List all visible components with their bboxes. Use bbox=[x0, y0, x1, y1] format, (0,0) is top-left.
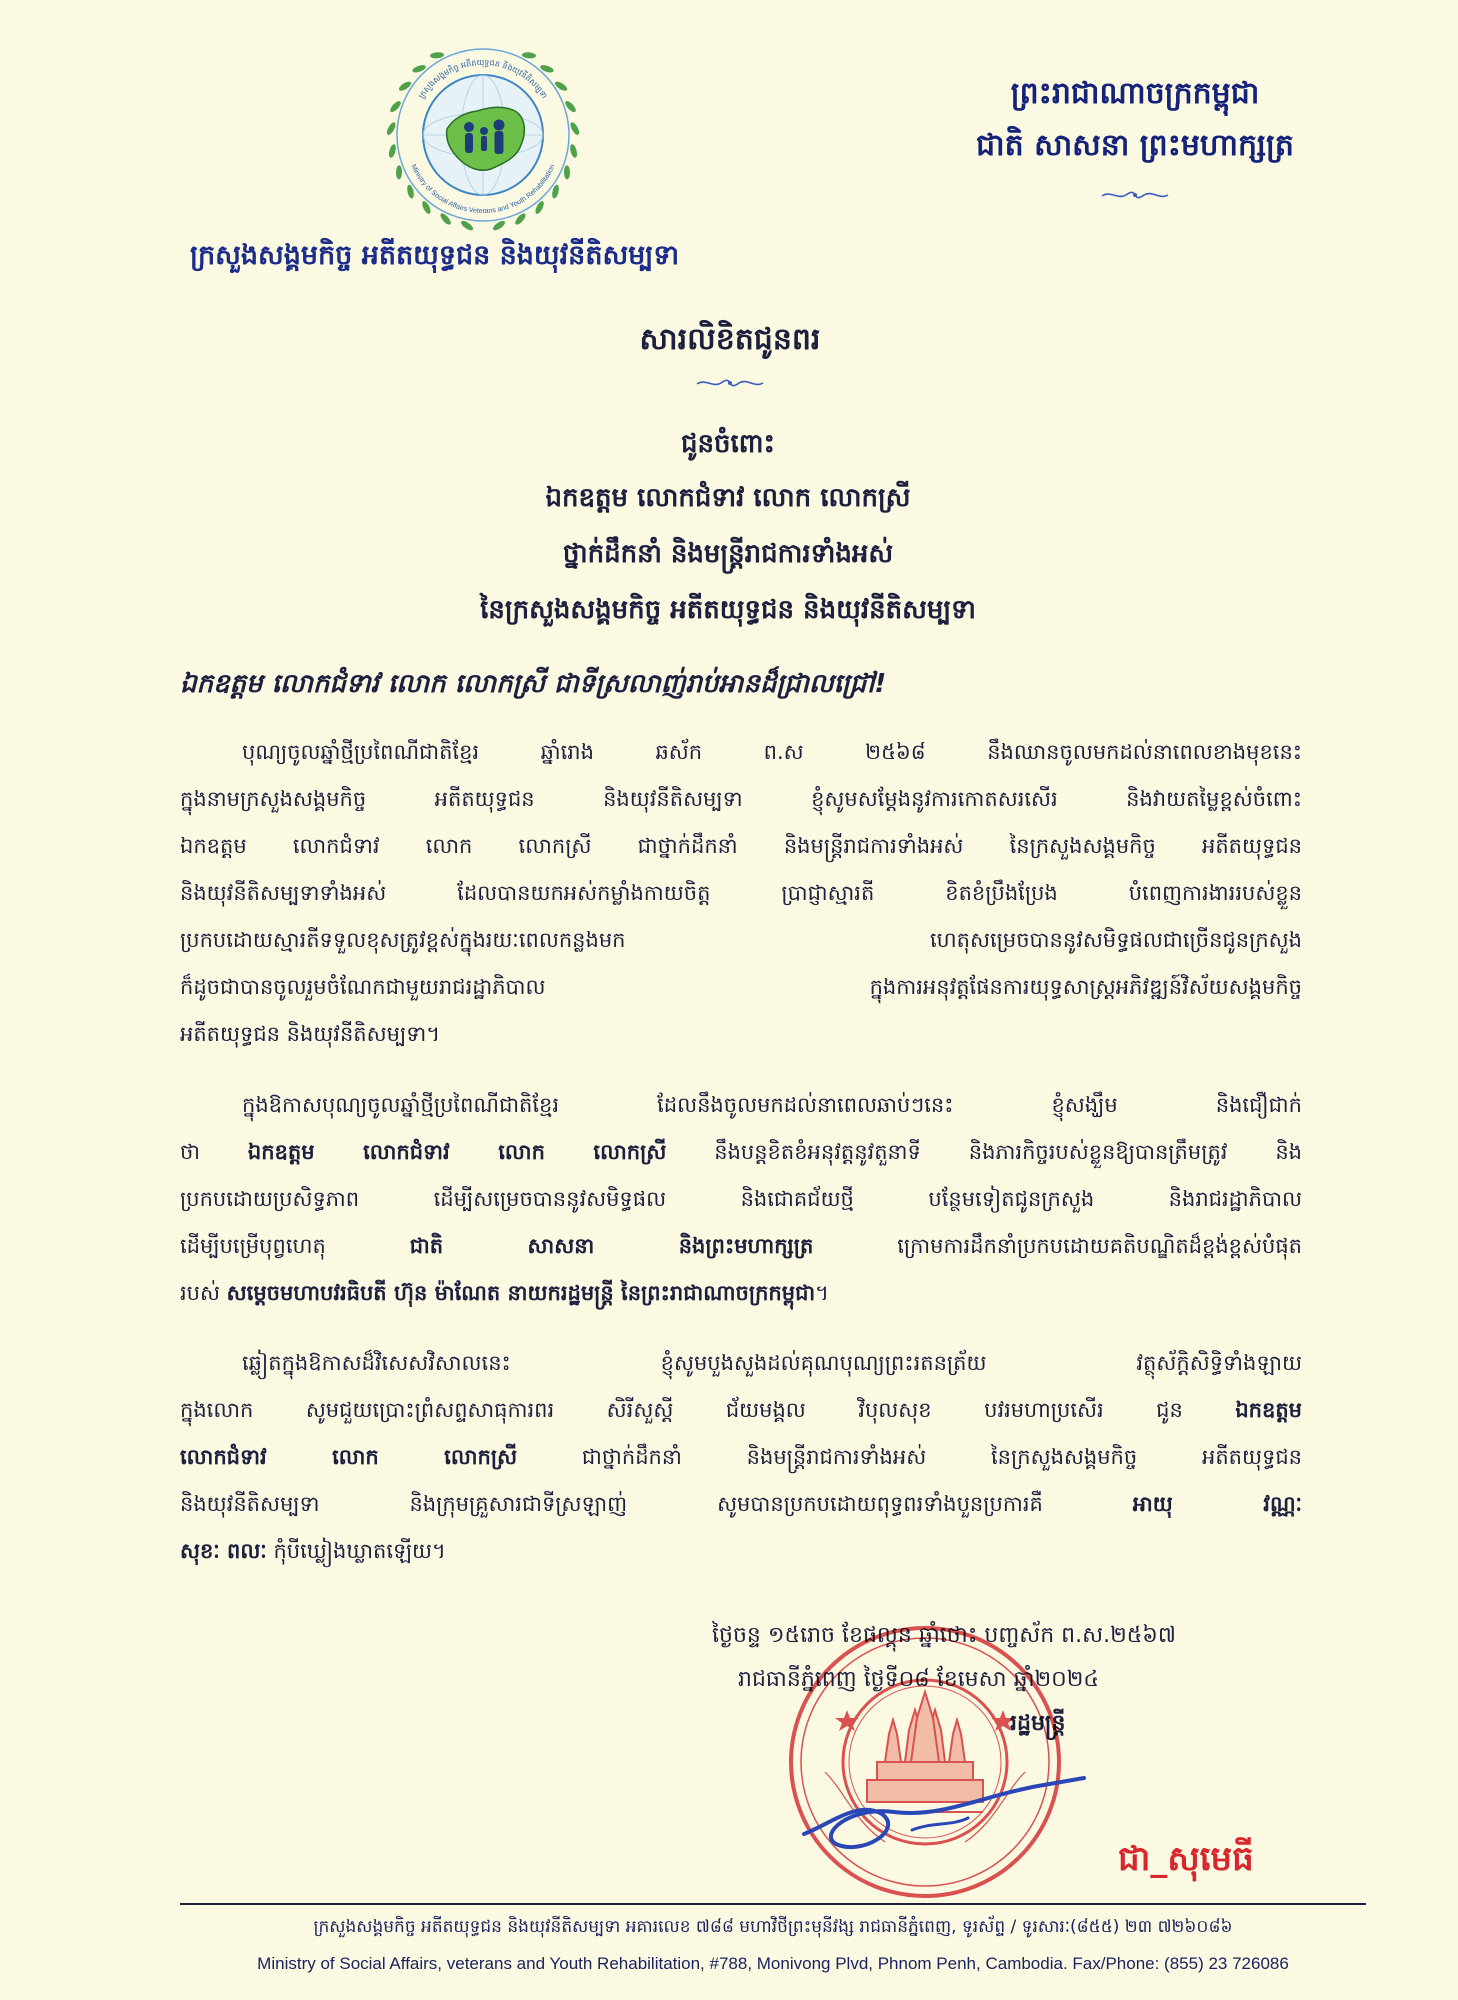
laurel-leaf bbox=[569, 143, 578, 158]
paragraph-line: ក៏ដូចជាបានចូលរួមចំណែកជាមួយរាជរដ្ឋាភិបាល ក្នុងការអនុវត្តផែនការយុទ្ធសាស្ត្រអភិវឌ្ឍន៍វិស័យសង្គមកិច្ច bbox=[180, 975, 1302, 999]
line-bold-text: លោកជំទាវ លោក លោកស្រី bbox=[180, 1445, 518, 1469]
line-text: នឹងបន្តខិតខំអនុវត្តនូវតួនាទី និងភារកិច្ចរបស់ខ្លួនឱ្យបានត្រឹមត្រូវ និង bbox=[666, 1140, 1302, 1164]
line-text: របស់ bbox=[180, 1281, 227, 1305]
line-bold-text: ជាតិ សាសនា និងព្រះមហាក្សត្រ bbox=[409, 1234, 814, 1258]
flourish-ornament-icon bbox=[695, 374, 765, 392]
laurel-leaf bbox=[430, 52, 444, 59]
paragraph-line: និងយុវនីតិសម្បទាទាំងអស់ ដែលបានយកអស់កម្លាំងកាយចិត្ត ប្រាជ្ញាស្មារតី ខិតខំប្រឹងប្រែង បំពេញការងាររបស់ខ្លួន bbox=[180, 881, 1302, 905]
letter-title: សារលិខិតជូនពរ bbox=[639, 322, 821, 357]
addressee-line: នៃក្រសួងសង្គមកិច្ច អតីតយុទ្ធជន និងយុវនីតិសម្បទា bbox=[480, 595, 976, 625]
footer-address-english: Ministry of Social Affairs, veterans and Youth Rehabilitation, #788, Monivong Plvd, Phnom Penh, Cambodia. Fax/Phone: (855) 23 726086 bbox=[257, 1954, 1289, 1973]
paragraph-line bbox=[180, 1484, 1302, 1524]
paragraph-line bbox=[180, 1132, 1302, 1172]
signer-title: រដ្ឋមន្ត្រី bbox=[1010, 1711, 1066, 1736]
line-bold-text: ឯកឧត្តម bbox=[1235, 1398, 1302, 1422]
lunar-date: ថ្ងៃចន្ទ ១៥រោច ខែផល្គុន ឆ្នាំថោះ បញ្ចស័ក ព.ស.២៥៦៧ bbox=[712, 1623, 1176, 1648]
addressee-line: ជូនចំពោះ bbox=[681, 429, 775, 459]
line-text: ថា bbox=[180, 1140, 248, 1164]
kingdom-heading: ព្រះរាជាណាចក្រកម្ពុជា bbox=[1010, 76, 1260, 111]
line-bold-text: ឯកឧត្តម លោកជំទាវ លោក លោកស្រី bbox=[247, 1140, 667, 1164]
place-and-date: រាជធានីភ្នំពេញ ថ្ងៃទី០៨ ខែមេសា ឆ្នាំ២០២៤ bbox=[738, 1667, 1099, 1692]
paragraph-line bbox=[180, 1273, 1302, 1313]
emblem-khmer-text: ក្រសួងសង្គមកិច្ច អតីតយុទ្ធជន និងយុវនីតិសម្បទា bbox=[416, 57, 550, 101]
ministry-name: ក្រសួងសង្គមកិច្ច អតីតយុទ្ធជន និងយុវនីតិសម្បទា bbox=[190, 240, 680, 271]
emblem-english-text: Ministry of Social Affairs Veterans and Youth Rehabilitation bbox=[409, 163, 557, 216]
laurel-leaf bbox=[553, 80, 568, 93]
line-text: ដើម្បីបម្រើបុព្វហេតុ bbox=[180, 1234, 410, 1258]
laurel-leaf bbox=[522, 52, 536, 59]
laurel-leaf bbox=[397, 80, 412, 93]
paragraph-line: បុណ្យចូលឆ្នាំថ្មីប្រពៃណីជាតិខ្មែរ ឆ្នាំរោង ឆស័ក ព.ស ២៥៦៨ នឹងឈានចូលមកដល់នាពេលខាងមុខនេះ bbox=[242, 740, 1302, 764]
laurel-leaf bbox=[388, 143, 397, 158]
paragraph-line: ប្រកបដោយស្មារតីទទួលខុសត្រូវខ្ពស់ក្នុងរយៈពេលកន្លងមក ហេតុសម្រេចបាននូវសមិទ្ធផលជាច្រើនជូនក្រសួង bbox=[180, 928, 1302, 952]
handwritten-signature-icon bbox=[792, 1760, 1092, 1870]
line-text: កុំបីឃ្លៀងឃ្លាតឡើយ។ bbox=[266, 1539, 446, 1563]
paragraph-line bbox=[180, 1437, 1302, 1477]
laurel-leaf bbox=[564, 165, 570, 179]
footer-address-khmer: ក្រសួងសង្គមកិច្ច អតីតយុទ្ធជន និងយុវនីតិសម្បទា អគារលេខ ៧៨៨ មហាវិថីព្រះមុនីវង្ស រាជធានីភ្នំពេញ, ទូរស័ព្ទ / ទូរសារៈ(៨៥៥) ២៣ ៧២៦០៨៦ bbox=[313, 1917, 1233, 1937]
addressee-line: ថ្នាក់ដឹកនាំ និងមន្ត្រីរាជការទាំងអស់ bbox=[562, 539, 894, 569]
line-bold-text: អាយុ វណ្ណៈ bbox=[1132, 1492, 1302, 1516]
national-motto: ជាតិ សាសនា ព្រះមហាក្សត្រ bbox=[976, 128, 1294, 163]
paragraph-line bbox=[180, 1531, 1302, 1571]
laurel-leaf bbox=[396, 165, 402, 179]
paragraph-line: ឯកឧត្តម លោកជំទាវ លោក លោកស្រី ជាថ្នាក់ដឹកនាំ និងមន្ត្រីរាជការទាំងអស់ នៃក្រសួងសង្គមកិច្ច អតីតយុទ្ធជន bbox=[180, 834, 1302, 858]
addressee-line: ឯកឧត្តម លោកជំទាវ លោក លោកស្រី bbox=[545, 483, 911, 513]
paragraph-line bbox=[180, 1390, 1302, 1430]
signer-name: ជា_សុមេធី bbox=[1118, 1839, 1254, 1879]
flourish-ornament-icon bbox=[1100, 186, 1170, 204]
ministry-emblem-icon bbox=[383, 35, 583, 235]
line-text: ក្រោមការដឹកនាំប្រកបដោយគតិបណ្ឌិតដ៏ខ្ពង់ខ្ពស់បំផុត bbox=[813, 1234, 1302, 1258]
line-text: និងយុវនីតិសម្បទា និងក្រុមគ្រួសារជាទីស្រឡាញ់ សូមបានប្រកបដោយពុទ្ធពរទាំងបួនប្រការគឺ bbox=[180, 1492, 1133, 1516]
line-text: ។ bbox=[815, 1281, 829, 1305]
salutation: ឯកឧត្តម លោកជំទាវ លោក លោកស្រី ជាទីស្រលាញ់រាប់អានដ៏ជ្រាលជ្រៅ! bbox=[180, 669, 887, 699]
line-text: ក្នុងលោក សូមជួយប្រោះព្រំសព្ទសាធុការពរ សិរីសួស្តី ជ័យមង្គល វិបុលសុខ បវរមហាប្រសើរ ជូន bbox=[180, 1398, 1236, 1422]
laurel-leaf bbox=[569, 121, 581, 136]
paragraph-line bbox=[180, 1226, 1302, 1266]
paragraph-line: អតីតយុទ្ធជន និងយុវនីតិសម្បទា។ bbox=[180, 1022, 441, 1046]
line-bold-text: សុខៈ ពលៈ bbox=[180, 1539, 267, 1563]
laurel-leaf bbox=[385, 121, 397, 136]
paragraph-line: ក្នុងនាមក្រសួងសង្គមកិច្ច អតីតយុទ្ធជន និងយុវនីតិសម្បទា ខ្ញុំសូមសម្តែងនូវការកោតសរសើរ និងវាយតម្លៃខ្ពស់ចំពោះ bbox=[180, 787, 1302, 811]
paragraph-line: ប្រកបដោយប្រសិទ្ធភាព ដើម្បីសម្រេចបាននូវសមិទ្ធផល និងជោគជ័យថ្មី បន្ថែមទៀតជូនក្រសួង និងរាជរដ្ឋាភិបាល bbox=[180, 1187, 1302, 1211]
line-bold-text: សម្តេចមហាបវរធិបតី ហ៊ុន ម៉ាណែត នាយករដ្ឋមន្ត្រី នៃព្រះរាជាណាចក្រកម្ពុជា bbox=[226, 1281, 816, 1305]
line-text: ជាថ្នាក់ដឹកនាំ និងមន្ត្រីរាជការទាំងអស់ នៃក្រសួងសង្គមកិច្ច អតីតយុទ្ធជន bbox=[517, 1445, 1302, 1469]
footer-divider bbox=[180, 1903, 1366, 1905]
paragraph-line: ឆ្លៀតក្នុងឱកាសដ៏វិសេសវិសាលនេះ ខ្ញុំសូមបួងសួងដល់គុណបុណ្យព្រះរតនត្រ័យ វត្ថុស័ក្តិសិទ្ធិទាំងឡាយ bbox=[242, 1351, 1302, 1375]
paragraph-line: ក្នុងឱកាសបុណ្យចូលឆ្នាំថ្មីប្រពៃណីជាតិខ្មែរ ដែលនឹងចូលមកដល់នាពេលឆាប់ៗនេះ ខ្ញុំសង្ឃឹម និងជឿជាក់ bbox=[242, 1093, 1302, 1117]
